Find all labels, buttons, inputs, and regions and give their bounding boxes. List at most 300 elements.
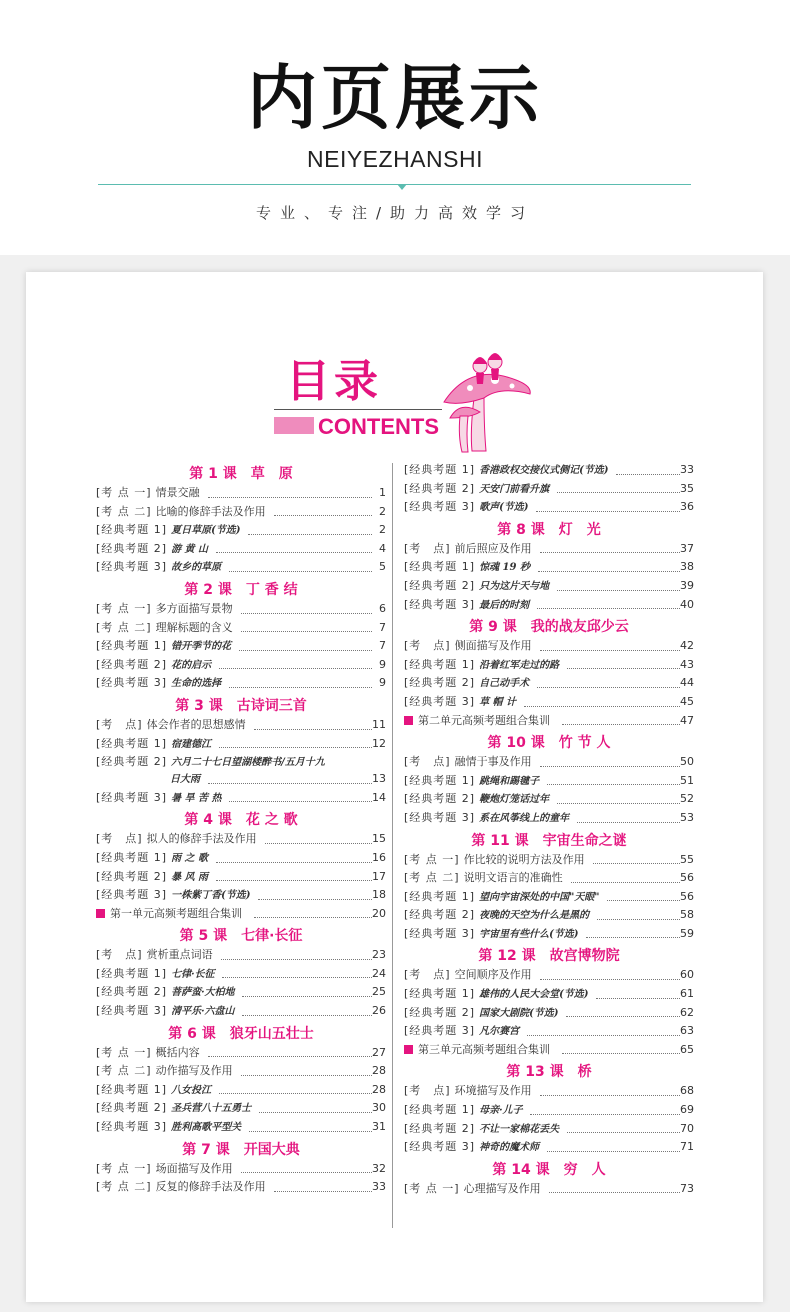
entry-page-number: 58 xyxy=(680,908,694,922)
toc-entry[interactable] xyxy=(96,1002,386,1021)
toc-entry[interactable] xyxy=(404,656,694,675)
toc-entry[interactable] xyxy=(96,849,386,868)
toc-entry[interactable] xyxy=(96,521,386,540)
toc-entry[interactable] xyxy=(96,753,386,770)
entry-title: 夜晚的天空为什么是黑的 xyxy=(479,910,590,922)
toc-entry[interactable] xyxy=(96,735,386,754)
leader-dots xyxy=(249,1131,372,1132)
leader-dots xyxy=(557,492,680,493)
toc-entry[interactable] xyxy=(404,1120,694,1139)
lesson-heading: 第 4 课 花 之 歌 xyxy=(184,812,298,829)
leader-dots xyxy=(241,1075,372,1076)
lesson-heading: 第 7 课 开国大典 xyxy=(182,1141,300,1158)
toc-entry[interactable] xyxy=(404,674,694,693)
toc-entry[interactable] xyxy=(96,558,386,577)
toc-entry[interactable] xyxy=(404,693,694,712)
entry-title: 夏日草原(节选) xyxy=(171,525,241,537)
leader-dots xyxy=(274,515,372,516)
entry-title: 系在风筝线上的童年 xyxy=(479,812,570,824)
leader-dots xyxy=(540,979,680,980)
entry-title: 比喻的修辞手法及作用 xyxy=(155,504,266,518)
entry-page-number: 47 xyxy=(680,713,694,727)
toc-entry[interactable] xyxy=(96,886,386,905)
entry-title: 最后的时刻 xyxy=(479,599,530,611)
entry-tag: [考 点] xyxy=(404,755,451,769)
entry-page-number: 44 xyxy=(680,676,694,690)
entry-tag: [经典考题 1] xyxy=(96,523,168,537)
toc-entry[interactable] xyxy=(404,558,694,577)
entry-tag: [经典考题 1] xyxy=(404,889,476,903)
entry-tag: [经典考题 2] xyxy=(96,657,168,671)
entry-page-number: 38 xyxy=(680,560,694,574)
entry-page-number: 62 xyxy=(680,1005,694,1019)
toc-entry[interactable] xyxy=(404,966,694,985)
entry-page-number: 33 xyxy=(680,463,694,476)
entry-tag: [考 点] xyxy=(96,948,143,962)
entry-tag: [经典考题 3] xyxy=(96,1120,168,1134)
entry-tag: [经典考题 3] xyxy=(96,560,168,574)
lesson-heading: 第 10 课 竹 节 人 xyxy=(487,735,611,752)
entry-tag: [考 点 二] xyxy=(96,1064,152,1078)
toc-title: 目录 xyxy=(286,356,382,407)
leader-dots xyxy=(258,899,372,900)
entry-title: 多方面描写景物 xyxy=(155,601,233,615)
entry-tag: [经典考题 2] xyxy=(404,1121,476,1135)
leader-dots xyxy=(208,1056,372,1057)
entry-page-number: 12 xyxy=(372,736,386,750)
toc-entry[interactable] xyxy=(96,905,386,924)
toc-entry[interactable] xyxy=(96,503,386,522)
toc-entry[interactable] xyxy=(404,1101,694,1120)
entry-tag: [经典考题 2] xyxy=(404,676,476,690)
entry-page-number: 11 xyxy=(372,717,386,731)
leader-dots xyxy=(216,552,372,553)
leader-dots xyxy=(259,1112,372,1113)
entry-page-number: 43 xyxy=(680,657,694,671)
entry-title: 自己动手术 xyxy=(479,678,530,690)
entry-page-number: 53 xyxy=(680,810,694,824)
toc-entry[interactable] xyxy=(404,772,694,791)
toc-entry[interactable] xyxy=(96,946,386,965)
entry-page-number: 2 xyxy=(379,523,386,537)
leader-dots xyxy=(616,474,680,475)
entry-page-number: 18 xyxy=(372,888,386,902)
entry-tag: [经典考题 1] xyxy=(96,850,168,864)
header-subtitle: NEIYEZHANSHI xyxy=(307,146,483,172)
entry-page-number: 59 xyxy=(680,926,694,940)
leader-dots xyxy=(540,552,680,553)
entry-title: 侧面描写及作用 xyxy=(454,639,532,653)
toc-entry[interactable] xyxy=(404,712,694,731)
toc-right-column xyxy=(404,461,694,1198)
entry-tag: [经典考题 1] xyxy=(96,736,168,750)
entry-tag: [考 点 一] xyxy=(96,601,152,615)
leader-dots xyxy=(562,724,680,725)
entry-title: 第三单元高频考题组合集训 xyxy=(418,1042,550,1056)
lesson-heading: 第 9 课 我的战友邱少云 xyxy=(469,619,629,636)
toc-entry[interactable] xyxy=(96,1099,386,1118)
toc-entry[interactable] xyxy=(96,770,386,789)
leader-dots xyxy=(242,996,372,997)
entry-tag: [经典考题 3] xyxy=(96,888,168,902)
entry-page-number: 35 xyxy=(680,481,694,495)
leader-dots xyxy=(577,822,680,823)
leader-dots xyxy=(524,706,680,707)
entry-tag: [经典考题 1] xyxy=(404,773,476,787)
entry-tag: [考 点 一] xyxy=(96,486,152,499)
leader-dots xyxy=(537,608,680,609)
entry-title: 体会作者的思想感情 xyxy=(146,717,246,731)
entry-tag: [经典考题 2] xyxy=(96,1101,168,1115)
entry-tag: [经典考题 3] xyxy=(404,926,476,940)
entry-title: 凡尔赛宫 xyxy=(479,1026,520,1038)
leader-dots xyxy=(562,1053,680,1054)
toc-entry[interactable] xyxy=(96,716,386,735)
toc-entry[interactable] xyxy=(96,1062,386,1081)
entry-title: 第一单元高频考题组合集训 xyxy=(110,906,242,920)
leader-dots xyxy=(208,783,372,784)
entry-tag: [经典考题 3] xyxy=(404,694,476,708)
mushroom-illustration xyxy=(440,336,535,456)
leader-dots xyxy=(208,497,372,498)
entry-page-number: 65 xyxy=(680,1042,694,1056)
entry-tag: [经典考题 3] xyxy=(404,1024,476,1038)
toc-entry[interactable] xyxy=(96,619,386,638)
leader-dots xyxy=(586,937,680,938)
entry-page-number: 9 xyxy=(379,657,386,671)
entry-title: 歌声(节选) xyxy=(479,502,529,514)
toc-entry[interactable] xyxy=(404,985,694,1004)
lesson-heading: 第 13 课 桥 xyxy=(506,1064,592,1081)
leader-dots xyxy=(596,998,680,999)
entry-page-number: 31 xyxy=(372,1120,386,1134)
entry-tag: [考 点 一] xyxy=(96,1045,152,1059)
leader-dots xyxy=(557,803,680,804)
toc-title-rule xyxy=(274,409,442,410)
entry-page-number: 69 xyxy=(680,1103,694,1117)
leader-dots xyxy=(222,977,372,978)
toc-entry[interactable] xyxy=(404,1082,694,1101)
entry-tag: [经典考题 1] xyxy=(404,463,476,476)
entry-title: 不让一家棉花丢失 xyxy=(479,1123,560,1135)
toc-entry[interactable] xyxy=(404,809,694,828)
entry-title: 宿建德江 xyxy=(171,738,212,750)
entry-title: 空间顺序及作用 xyxy=(454,968,532,982)
leader-dots xyxy=(567,1132,680,1133)
entry-tag: [经典考题 1] xyxy=(96,1082,168,1096)
toc-entry[interactable] xyxy=(404,1004,694,1023)
toc-entry[interactable] xyxy=(404,540,694,559)
entry-page-number: 32 xyxy=(372,1161,386,1175)
entry-page-number: 56 xyxy=(680,889,694,903)
entry-tag: [经典考题 2] xyxy=(96,869,168,883)
entry-title: 游 黄 山 xyxy=(171,543,209,555)
entry-page-number: 28 xyxy=(372,1064,386,1078)
entry-title: 沿着红军走过的路 xyxy=(479,659,560,671)
entry-title: 暑 旱 苦 热 xyxy=(171,792,222,804)
entry-tag: [经典考题 1] xyxy=(96,639,168,653)
toc-entry[interactable] xyxy=(404,637,694,656)
leader-dots xyxy=(254,729,372,730)
leader-dots xyxy=(571,882,680,883)
entry-tag: [考 点 二] xyxy=(96,504,152,518)
toc-entry[interactable] xyxy=(404,925,694,944)
leader-dots xyxy=(241,631,372,632)
entry-tag: [经典考题 1] xyxy=(404,1103,476,1117)
entry-page-number: 40 xyxy=(680,597,694,611)
entry-title: 作比较的说明方法及作用 xyxy=(463,852,585,866)
toc-entry[interactable] xyxy=(404,753,694,772)
leader-dots xyxy=(566,1016,680,1017)
entry-tag: [考 点 一] xyxy=(404,1181,460,1195)
leader-dots xyxy=(219,668,372,669)
entry-tag: [经典考题 1] xyxy=(404,560,476,574)
toc-entry[interactable] xyxy=(96,540,386,559)
entry-title: 香港政权交接仪式侧记(节选) xyxy=(479,465,609,476)
leader-dots xyxy=(229,687,372,688)
entry-page-number: 24 xyxy=(372,966,386,980)
leader-dots xyxy=(540,766,680,767)
toc-entry[interactable] xyxy=(96,637,386,656)
leader-dots xyxy=(540,1095,680,1096)
toc-entry[interactable] xyxy=(96,1178,386,1197)
entry-title: 第二单元高频考题组合集训 xyxy=(418,713,550,727)
leader-dots xyxy=(242,1015,372,1016)
leader-dots xyxy=(538,571,680,572)
entry-tag: [经典考题 2] xyxy=(404,908,476,922)
toc-entry[interactable] xyxy=(404,888,694,907)
entry-title: 花的启示 xyxy=(171,659,212,671)
entry-title: 理解标题的含义 xyxy=(155,620,233,634)
leader-dots xyxy=(547,784,680,785)
leader-dots xyxy=(221,959,372,960)
leader-dots xyxy=(229,801,372,802)
entry-page-number: 56 xyxy=(680,871,694,885)
entry-page-number: 27 xyxy=(372,1045,386,1059)
entry-tag: [考 点] xyxy=(96,717,143,731)
leader-dots xyxy=(607,900,680,901)
entry-tag: [经典考题 2] xyxy=(96,755,168,769)
entry-tag: [经典考题 2] xyxy=(404,481,476,495)
toc-title-en: CONTENTS xyxy=(318,414,439,439)
entry-tag: [经典考题 3] xyxy=(404,500,476,514)
toc-entry[interactable] xyxy=(96,789,386,808)
entry-title: 鞭炮灯笼话过年 xyxy=(479,794,550,806)
entry-title: 胜利高歌平型关 xyxy=(171,1122,242,1134)
entry-tag: [经典考题 3] xyxy=(96,676,168,690)
toc-entry[interactable] xyxy=(96,983,386,1002)
toc-entry[interactable] xyxy=(404,577,694,596)
toc-entry[interactable] xyxy=(404,790,694,809)
toc-entry[interactable] xyxy=(404,851,694,870)
leader-dots xyxy=(540,650,680,651)
entry-title: 生命的选择 xyxy=(171,678,222,690)
toc-entry[interactable] xyxy=(404,1180,694,1199)
entry-tag: [考 点] xyxy=(404,968,451,982)
entry-title: 跳绳和踢毽子 xyxy=(479,775,540,787)
entry-title: 圣兵营八十五勇士 xyxy=(171,1103,252,1115)
entry-page-number: 15 xyxy=(372,832,386,846)
header-slogan: 专业、专注/助力高效学习 xyxy=(255,204,535,222)
entry-tag: [考 点 二] xyxy=(404,871,460,885)
leader-dots xyxy=(219,747,372,748)
entry-title: 六月二十七日望湖楼醉书/五月十九 xyxy=(171,757,325,769)
toc-entry[interactable] xyxy=(96,965,386,984)
entry-page-number: 9 xyxy=(379,676,386,690)
entry-page-number: 50 xyxy=(680,755,694,769)
entry-title: 场面描写及作用 xyxy=(155,1161,233,1175)
lesson-heading: 第 11 课 宇宙生命之谜 xyxy=(471,832,627,849)
toc-entry[interactable] xyxy=(96,484,386,503)
entry-page-number: 28 xyxy=(372,1082,386,1096)
leader-dots xyxy=(219,1093,372,1094)
entry-title: 天安门前看升旗 xyxy=(479,483,550,495)
unit-marker-icon xyxy=(404,1045,413,1054)
entry-tag: [考 点] xyxy=(404,1084,451,1098)
entry-page-number: 7 xyxy=(379,620,386,634)
toc-entry[interactable] xyxy=(404,480,694,499)
leader-dots xyxy=(216,862,372,863)
entry-title: 望向宇宙深处的中国"天眼" xyxy=(479,891,600,903)
toc-entry[interactable] xyxy=(404,1022,694,1041)
entry-title: 一株紫丁香(节选) xyxy=(171,890,251,902)
toc-entry[interactable] xyxy=(96,1044,386,1063)
leader-dots xyxy=(549,1192,680,1193)
toc-entry[interactable] xyxy=(96,600,386,619)
toc-entry[interactable] xyxy=(404,498,694,517)
leader-dots xyxy=(530,1114,680,1115)
leader-dots xyxy=(557,590,680,591)
entry-title: 清平乐·六盘山 xyxy=(171,1006,235,1018)
leader-dots xyxy=(241,613,372,614)
toc-entry[interactable] xyxy=(96,1160,386,1179)
entry-tag: [经典考题 2] xyxy=(96,541,168,555)
entry-page-number: 71 xyxy=(680,1140,694,1154)
leader-dots xyxy=(547,1151,680,1152)
lesson-heading: 第 5 课 七律·长征 xyxy=(179,928,303,945)
lesson-heading: 第 8 课 灯 光 xyxy=(497,521,601,538)
leader-dots xyxy=(536,511,680,512)
leader-dots xyxy=(597,919,680,920)
entry-page-number: 45 xyxy=(680,694,694,708)
toc-entry[interactable] xyxy=(404,596,694,615)
entry-page-number: 60 xyxy=(680,968,694,982)
entry-page-number: 16 xyxy=(372,850,386,864)
entry-title: 八女投江 xyxy=(171,1084,212,1096)
lesson-heading: 第 12 课 故宫博物院 xyxy=(478,948,620,965)
entry-page-number: 68 xyxy=(680,1084,694,1098)
toc-entry[interactable] xyxy=(404,1041,694,1060)
entry-title: 融情于事及作用 xyxy=(454,755,532,769)
entry-page-number: 2 xyxy=(379,504,386,518)
entry-title: 反复的修辞手法及作用 xyxy=(155,1180,266,1194)
toc-title-bar xyxy=(274,417,314,434)
leader-dots xyxy=(216,880,372,881)
leader-dots xyxy=(537,687,680,688)
entry-tag: [经典考题 2] xyxy=(404,1005,476,1019)
entry-page-number: 17 xyxy=(372,869,386,883)
unit-marker-icon xyxy=(404,716,413,725)
entry-tag: [考 点 一] xyxy=(96,1161,152,1175)
lesson-heading: 第 14 课 穷 人 xyxy=(492,1161,606,1178)
entry-page-number: 14 xyxy=(372,790,386,804)
entry-title: 概括内容 xyxy=(155,1045,200,1059)
entry-title: 暴 风 雨 xyxy=(171,871,209,883)
entry-tag: [考 点] xyxy=(404,541,451,555)
entry-page-number: 63 xyxy=(680,1024,694,1038)
entry-page-number: 61 xyxy=(680,987,694,1001)
leader-dots xyxy=(593,863,680,864)
entry-tag: [经典考题 3] xyxy=(404,810,476,824)
entry-title: 只为这片天与地 xyxy=(479,580,550,592)
entry-title: 情景交融 xyxy=(155,486,200,499)
entry-tag: [考 点 二] xyxy=(96,620,152,634)
entry-title: 雄伟的人民大会堂(节选) xyxy=(479,989,589,1001)
entry-tag: [经典考题 2] xyxy=(404,792,476,806)
leader-dots xyxy=(248,534,372,535)
lesson-heading: 第 6 课 狼牙山五壮士 xyxy=(168,1025,314,1042)
entry-tag: [考 点] xyxy=(404,639,451,653)
header-divider xyxy=(98,184,691,185)
toc-entry[interactable] xyxy=(404,461,694,480)
entry-title: 惊魂 19 秒 xyxy=(479,562,530,574)
toc-entry[interactable] xyxy=(96,674,386,693)
entry-title: 动作描写及作用 xyxy=(155,1064,233,1078)
entry-page-number: 13 xyxy=(372,772,386,786)
entry-page-number: 33 xyxy=(372,1180,386,1194)
entry-tag: [经典考题 3] xyxy=(96,790,168,804)
entry-page-number: 73 xyxy=(680,1181,694,1195)
toc-entry[interactable] xyxy=(96,656,386,675)
toc-left-column xyxy=(96,461,386,1197)
entry-page-number: 52 xyxy=(680,792,694,806)
entry-page-number: 26 xyxy=(372,1004,386,1018)
entry-page-number: 25 xyxy=(372,985,386,999)
entry-page-number: 39 xyxy=(680,578,694,592)
toc-entry[interactable] xyxy=(96,868,386,887)
leader-dots xyxy=(241,1172,372,1173)
toc-entry[interactable] xyxy=(96,1081,386,1100)
toc-entry[interactable] xyxy=(404,869,694,888)
toc-entry[interactable] xyxy=(96,1118,386,1137)
toc-entry[interactable] xyxy=(96,830,386,849)
entry-page-number: 51 xyxy=(680,773,694,787)
toc-entry[interactable] xyxy=(404,1138,694,1157)
lesson-heading: 第 1 课 草 原 xyxy=(189,466,293,482)
entry-tag: [经典考题 2] xyxy=(404,578,476,592)
entry-title: 日大雨 xyxy=(170,774,200,786)
entry-page-number: 6 xyxy=(379,601,386,615)
entry-page-number: 5 xyxy=(379,560,386,574)
header-divider-notch xyxy=(397,184,407,190)
entry-title: 故乡的草原 xyxy=(171,562,222,574)
entry-title: 菩萨蛮·大柏地 xyxy=(171,987,235,999)
entry-page-number: 30 xyxy=(372,1101,386,1115)
entry-title: 雨 之 歌 xyxy=(171,852,209,864)
unit-marker-icon xyxy=(96,909,105,918)
leader-dots xyxy=(274,1191,372,1192)
entry-page-number: 20 xyxy=(372,906,386,920)
toc-entry[interactable] xyxy=(404,906,694,925)
entry-title: 草 帽 计 xyxy=(479,696,517,708)
entry-title: 神奇的魔术师 xyxy=(479,1142,540,1154)
entry-tag: [考 点 一] xyxy=(404,852,460,866)
entry-title: 心理描写及作用 xyxy=(463,1181,541,1195)
entry-page-number: 7 xyxy=(379,639,386,653)
entry-title: 环境描写及作用 xyxy=(454,1084,532,1098)
entry-title: 宇宙里有些什么(节选) xyxy=(479,928,579,940)
entry-tag: [经典考题 1] xyxy=(96,966,168,980)
